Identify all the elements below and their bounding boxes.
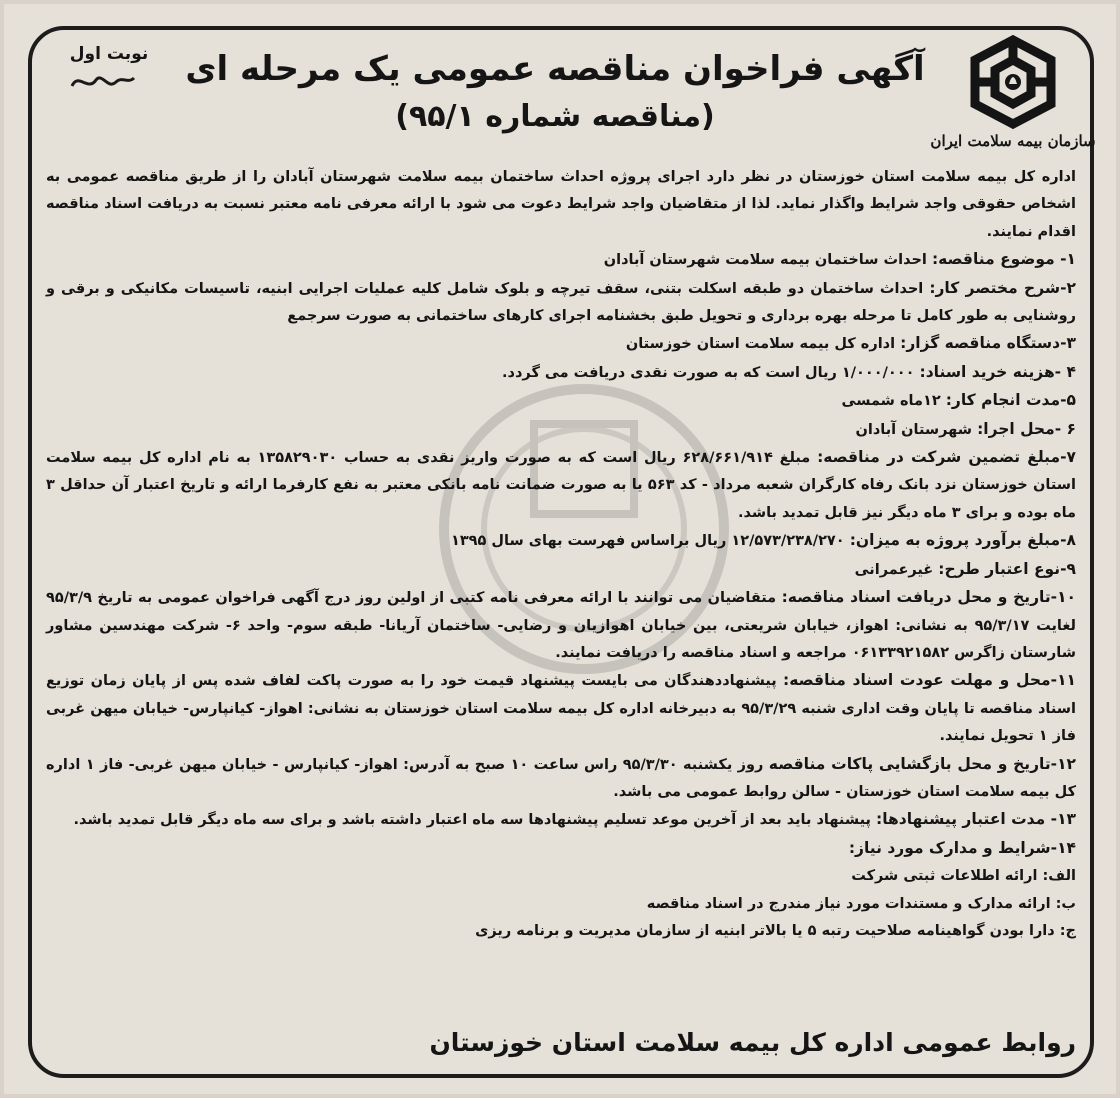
clause-item <box>46 330 1076 358</box>
clause-text: احداث ساختمان دو طبقه اسکلت بتنی، سقف تیرچه و بلوک شامل کلیه عملیات اجرایی ابنیه، تاسیسات مکانیکی و برقی و روشنایی به طور کامل تا مرحله بهره برداری و تحویل طبق بخشنامه اجرای کارهای ساختمانی به صورت سرجمع <box>46 280 1076 325</box>
clause-label: ۴ -هزینه خرید اسناد: <box>919 362 1076 381</box>
clause-text: اداره کل بیمه سلامت استان خوزستان <box>625 336 901 353</box>
clause-item <box>46 556 1076 584</box>
publication-round <box>54 44 164 114</box>
requirement-subitem: ج: دارا بودن گواهینامه صلاحیت رتبه ۵ یا بالاتر ابنیه از سازمان مدیریت و برنامه ریزی <box>475 922 1076 939</box>
clause-item <box>46 275 1076 331</box>
title-line-1: آگهی فراخوان مناقصه عمومی یک مرحله ای <box>185 49 925 89</box>
clause-label: ۲-شرح مختصر کار: <box>929 278 1077 297</box>
clause-item <box>46 584 1076 667</box>
round-label: نوبت اول <box>69 44 149 64</box>
clause-label: ۶ -محل اجرا: <box>977 419 1076 438</box>
clause-label: ۵-مدت انجام کار: <box>945 391 1076 410</box>
clause-label: ۱۴-شرایط و مدارک مورد نیاز: <box>848 838 1076 857</box>
clause-item <box>46 387 1076 415</box>
clause-item <box>46 246 1076 274</box>
clause-label: ۱۱-محل و مهلت عودت اسناد مناقصه: <box>783 671 1076 690</box>
ad-title <box>174 44 936 140</box>
clause-label: ۱- موضوع مناقصه: <box>931 250 1076 269</box>
clause-text: پیشنهاددهندگان می بایست پیشنهاد قیمت خود را به صورت پاکت لفاف شده پس از پایان زمان توزیع اسناد مناقصه تا پایان وقت اداری شنبه ۹۵/۳/۲۹ به دبیرخانه اداره کل بیمه سلامت استان خوزستان به نشانی: اهواز- کیانپارس- خیابان میهن غربی فاز ۱ تحویل نمایند. <box>46 673 1076 745</box>
clause-text: غیرعمرانی <box>854 561 939 578</box>
clause-text: مبلغ ۶۲۸/۶۶۱/۹۱۴ ریال است که به صورت واریز نقدی به حساب ۱۳۵۸۲۹۰۳۰ به نام اداره کل بیمه سلامت استان خوزستان نزد بانک رفاه کارگران شعبه مرداد - کد ۵۶۳ یا به صورت ضمانت نامه بانکی معتبر به نفع کارفرما ارائه و تاریخ اعتبار آن حداقل ۳ ماه بوده و برای ۳ ماه دیگر نیز قابل تمدید باشد. <box>46 450 1076 521</box>
clause-text: ۱۲/۵۷۳/۲۳۸/۲۷۰ ریال براساس فهرست بهای سال ۱۳۹۵ <box>450 533 850 550</box>
clause-item <box>46 751 1076 807</box>
clause-item <box>46 359 1076 387</box>
clause-label: ۷-مبلغ تضمین شرکت در مناقصه: <box>817 448 1076 467</box>
clause-item <box>46 835 1076 863</box>
clause-text: ۱/۰۰۰/۰۰۰ ریال است که به صورت نقدی دریافت می گردد. <box>502 364 920 381</box>
clause-text: ۱۲ماه شمسی <box>841 393 946 410</box>
clause-label: ۳-دستگاه مناقصه گزار: <box>900 334 1076 353</box>
footer-signature: روابط عمومی اداره کل بیمه سلامت استان خوزستان <box>429 1028 1076 1057</box>
logo <box>930 34 1096 158</box>
clause-label: ۱۳- مدت اعتبار پیشنهادها: <box>876 810 1076 829</box>
clause-text: متقاضیان می توانند با ارائه معرفی نامه کتبی از اولین روز درج آگهی فراخوان عمومی به تاریخ ۹۵/۳/۹ لغایت ۹۵/۳/۱۷ به نشانی: اهواز، خیابان شریعتی، بین خیابان اهوازیان و رضایی- ساختمان آریانا- طبقه سوم- واحد ۶- شرکت مهندسین مشاور شارستان زاگرس ۰۶۱۳۳۹۲۱۵۸۲ مراجعه و اسناد مناقصه را دریافت نمایند. <box>46 590 1076 661</box>
clause-item <box>46 527 1076 555</box>
ad-body <box>46 164 1076 945</box>
clause-text: شهرستان آبادان <box>855 421 978 438</box>
title-line-2: (مناقصه شماره ۹۵/۱) <box>395 99 715 134</box>
clause-text: احداث ساختمان بیمه سلامت شهرستان آبادان <box>603 252 932 269</box>
clause-item <box>46 806 1076 834</box>
clause-label: ۱۰-تاریخ و محل دریافت اسناد مناقصه: <box>781 588 1077 607</box>
clause-item <box>46 444 1076 527</box>
intro-paragraph: اداره کل بیمه سلامت استان خوزستان در نظر دارد اجرای پروژه احداث ساختمان بیمه سلامت شهرستان آبادان را از طریق مناقصه عمومی به اشخاص حقوقی واجد شرایط واگذار نماید. لذا از متقاضیان واجد شرایط دعوت می شود با ارائه معرفی نامه معتبر نسبت به دریافت اسناد مناقصه اقدام نمایند. <box>46 169 1076 240</box>
salamat-insurance-logo-icon <box>963 34 1063 130</box>
clause-label: ۹-نوع اعتبار طرح: <box>938 559 1076 578</box>
signature-scribble-icon <box>68 68 138 96</box>
clause-text: روز یکشنبه ۹۵/۳/۳۰ راس ساعت ۱۰ صبح به آدرس: اهواز- کیانپارس - خیابان میهن غربی- فاز ۱ اداره کل بیمه سلامت استان خوزستان - سالن روابط عمومی می باشد. <box>46 756 1076 800</box>
newspaper-clipping <box>4 4 1116 1094</box>
requirement-subitem: ب: ارائه مدارک و مستندات مورد نیاز مندرج در اسناد مناقصه <box>646 895 1076 912</box>
requirement-subitem: الف: ارائه اطلاعات ثبتی شرکت <box>851 868 1076 885</box>
clause-item <box>46 416 1076 444</box>
logo-caption: سازمان بیمه سلامت ایران <box>930 132 1096 150</box>
clause-text: پیشنهاد باید بعد از آخرین موعد تسلیم پیشنهادها سه ماه اعتبار داشته باشد و برای سه ماه دیگر قابل تمدید باشد. <box>73 812 876 829</box>
clause-label: ۸-مبلغ برآورد پروژه به میزان: <box>849 531 1076 550</box>
clause-label: ۱۲-تاریخ و محل بازگشایی پاکات مناقصه <box>768 754 1076 773</box>
clause-item <box>46 667 1076 750</box>
